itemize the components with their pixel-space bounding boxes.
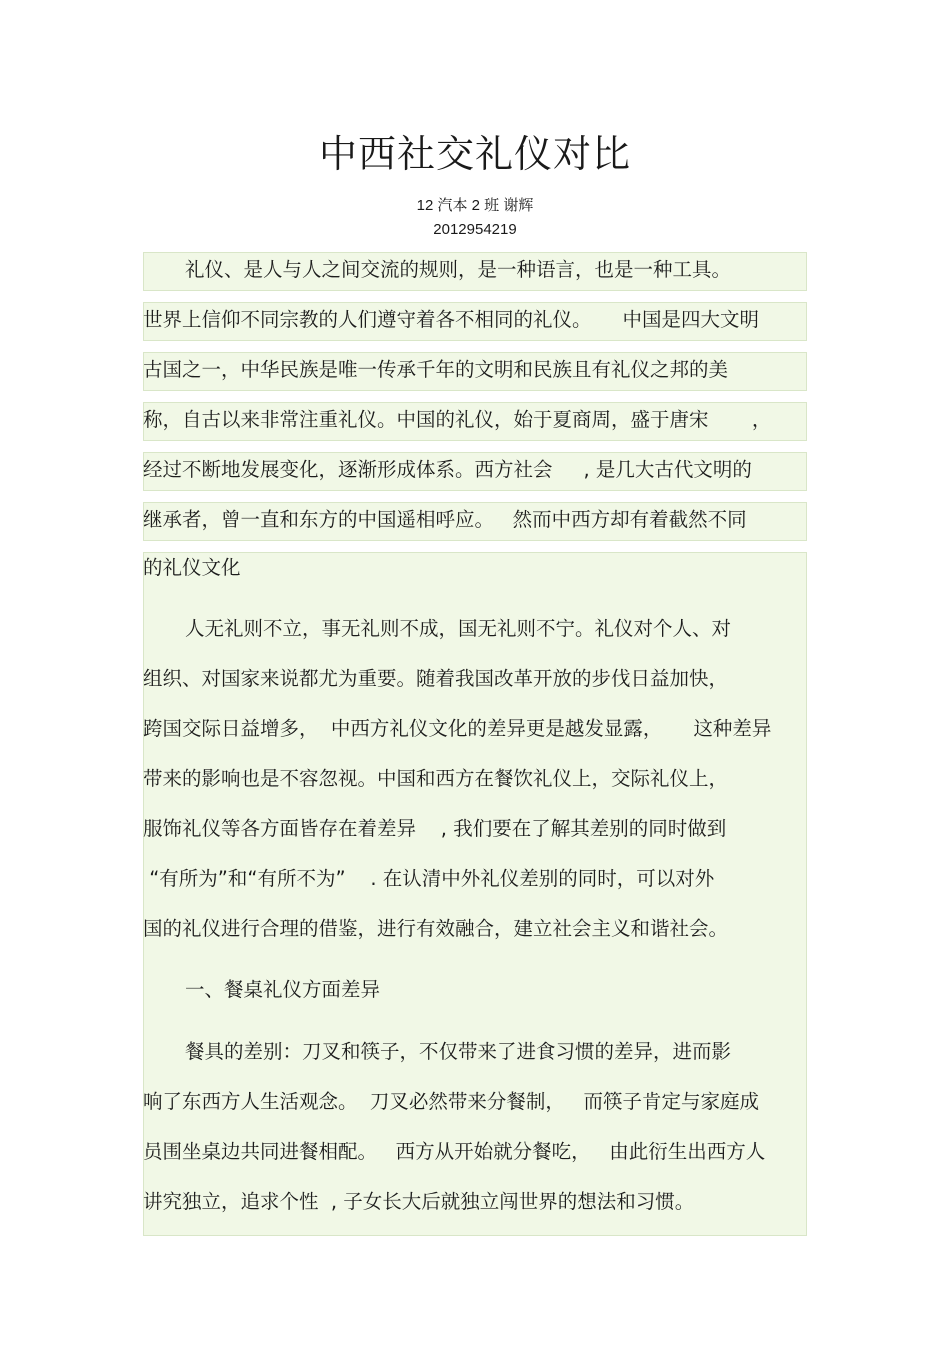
intro-line: 称，自古以来非常注重礼仪。中国的礼仪，始于夏商周，盛于唐宋 ，	[143, 408, 772, 431]
intro-line: 礼仪、是人与人之间交流的规则，是一种语言，也是一种工具。	[185, 258, 732, 281]
body-line: 跨国交际日益增多， 中西方礼仪文化的差异更是越发显露， 这种差异	[143, 717, 772, 740]
body-line: 员围坐桌边共同进餐相配。 西方从开始就分餐吃， 由此衍生出西方人	[143, 1140, 766, 1163]
document-title: 中西社交礼仪对比	[318, 132, 631, 176]
body-line: 带来的影响也是不容忽视。中国和西方在餐饮礼仪上，交际礼仪上，	[143, 767, 729, 790]
body-line: 服饰礼仪等各方面皆存在着差异 , 我们要在了解其差别的同时做到	[143, 817, 727, 840]
intro-line: 古国之一，中华民族是唯一传承千年的文明和民族且有礼仪之邦的美	[143, 358, 729, 381]
body-line: “有所为”和“有所不为” . 在认清中外礼仪差别的同时，可以对外	[143, 867, 715, 890]
intro-line: 世界上信仰不同宗教的人们遵守着各不相同的礼仪。 中国是四大文明	[143, 308, 759, 331]
body-line: 响了东西方人生活观念。 刀叉必然带来分餐制， 而筷子肯定与家庭成	[143, 1090, 759, 1113]
section-heading: 一、餐桌礼仪方面差异	[185, 978, 381, 1001]
student-id: 2012954219	[433, 221, 517, 238]
body-line: 国的礼仪进行合理的借鉴，进行有效融合，建立社会主义和谐社会。	[143, 917, 729, 940]
body-line: 人无礼则不立，事无礼则不成，国无礼则不宁。礼仪对个人、对	[185, 617, 732, 640]
highlight-block	[143, 552, 807, 1236]
body-line: 讲究独立，追求个性 , 子女长大后就独立闯世界的想法和习惯。	[143, 1190, 695, 1213]
body-line: 餐具的差别：刀叉和筷子，不仅带来了进食习惯的差异，进而影	[185, 1040, 732, 1063]
intro-line: 的礼仪文化	[143, 556, 241, 579]
intro-line: 继承者，曾一直和东方的中国遥相呼应。 然而中西方却有着截然不同	[143, 508, 747, 531]
intro-line: 经过不断地发展变化，逐渐形成体系。西方社会 , 是几大古代文明的	[143, 458, 752, 481]
body-line: 组织、对国家来说都尤为重要。随着我国改革开放的步伐日益加快，	[143, 667, 729, 690]
author-class-name: 12 汽本 2 班 谢辉	[416, 197, 534, 214]
